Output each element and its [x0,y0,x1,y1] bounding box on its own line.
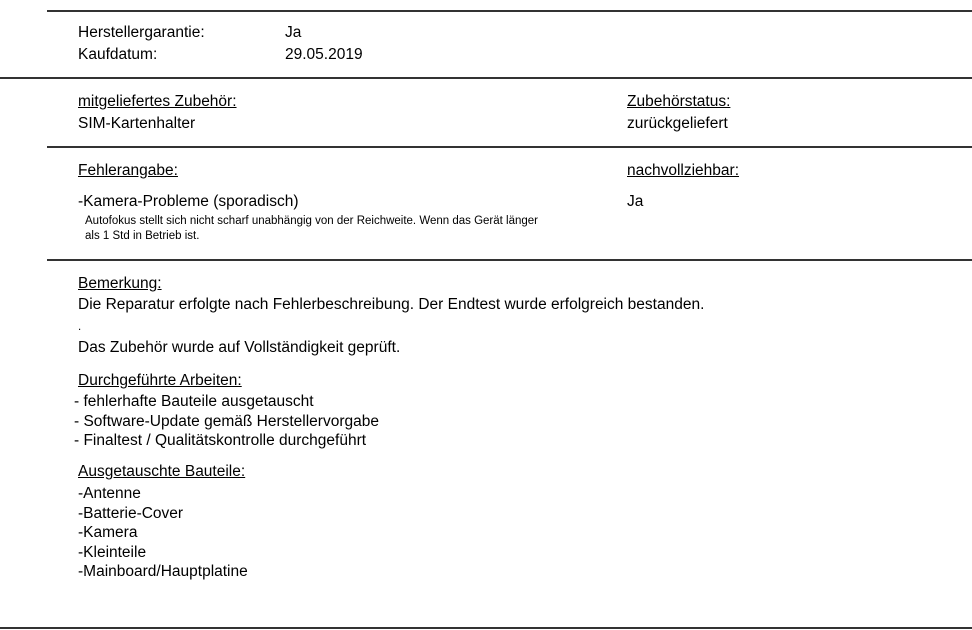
list-item: - fehlerhafte Bauteile ausgetauscht [74,393,314,410]
remark-header: Bemerkung: [78,275,162,292]
remark-line-2: Das Zubehör wurde auf Vollständigkeit geprüft. [78,339,401,356]
accessory-status-header: Zubehörstatus: [627,93,731,110]
purchase-date-value: 29.05.2019 [285,46,363,63]
fault-title: -Kamera-Probleme (sporadisch) [78,193,299,210]
list-item: -Mainboard/Hauptplatine [78,563,248,580]
divider-bottom [0,627,972,629]
parts-list [78,484,248,582]
accessories-item: SIM-Kartenhalter [78,115,196,132]
work-header: Durchgeführte Arbeiten: [78,372,242,389]
fault-header: Fehlerangabe: [78,162,178,179]
fault-detail-line-2: als 1 Std in Betrieb ist. [85,230,200,242]
list-item: -Kamera [78,524,138,541]
accessories-header: mitgeliefertes Zubehör: [78,93,237,110]
fault-detail-line-1: Autofokus stellt sich nicht scharf unabhängig von der Reichweite. Wenn das Gerät länger [85,215,539,227]
reproducible-value: Ja [627,193,644,210]
list-item: - Software-Update gemäß Herstellervorgabe [74,412,379,430]
parts-header: Ausgetauschte Bauteile: [78,463,246,480]
list-item: - Finaltest / Qualitätskontrolle durchgeführt [74,432,367,449]
reproducible-header: nachvollziehbar: [627,162,740,179]
list-item: -Kleinteile [78,543,147,561]
purchase-date-label: Kaufdatum: [78,46,158,63]
accessory-status-value: zurückgeliefert [627,115,728,132]
warranty-value: Ja [285,24,302,41]
divider-after-accessories [47,146,972,148]
work-list [74,392,379,451]
divider-top [47,10,972,12]
remark-line-1: Die Reparatur erfolgte nach Fehlerbeschreibung. Der Endtest wurde erfolgreich bestanden. [78,296,705,313]
divider-after-purchase [0,77,972,79]
warranty-label: Herstellergarantie: [78,24,205,41]
list-item: -Antenne [78,485,141,502]
divider-after-fault [47,259,972,261]
remark-dot: . [78,321,82,333]
list-item: -Batterie-Cover [78,504,184,522]
